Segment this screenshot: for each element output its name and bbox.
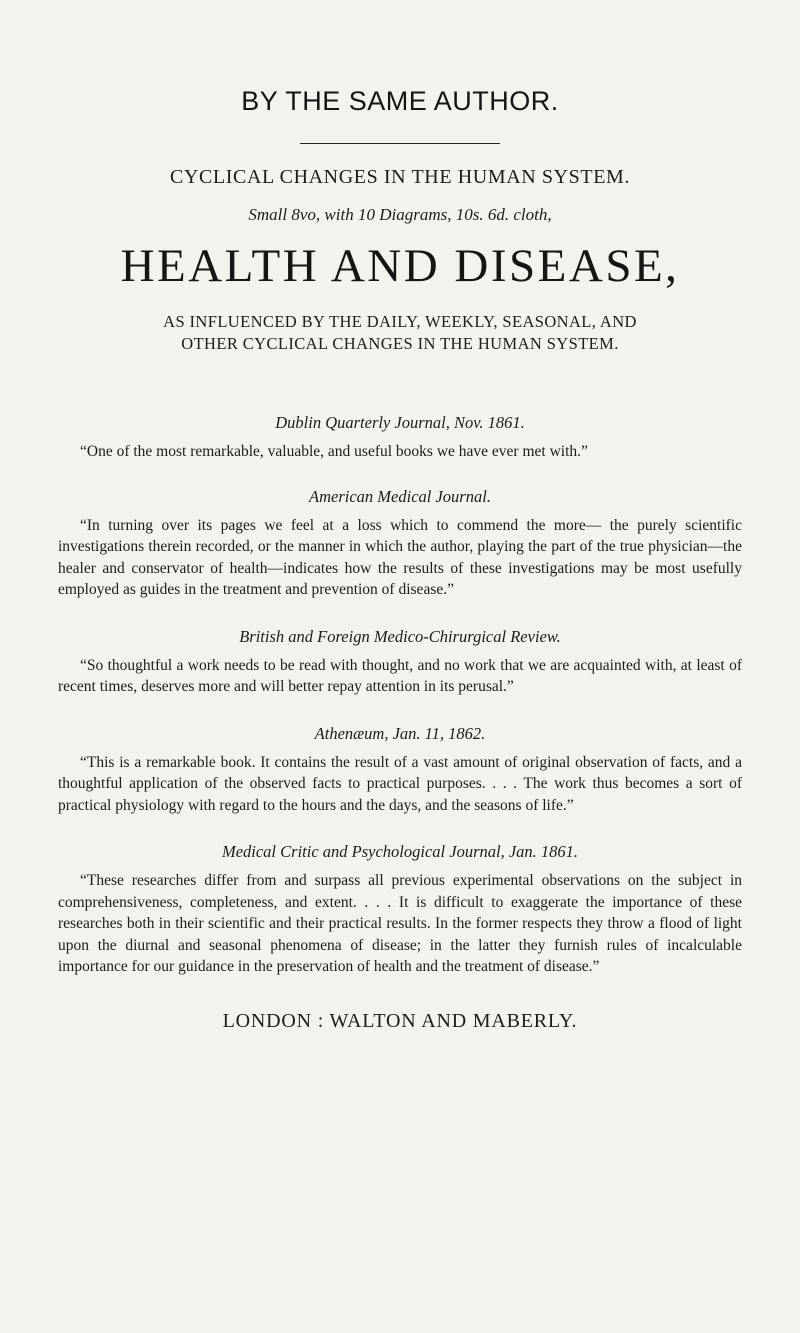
review-source: British and Foreign Medico-Chirurgical Review. bbox=[239, 626, 561, 646]
divider-rule bbox=[300, 143, 500, 144]
book-main-title: HEALTH AND DISEASE, bbox=[120, 240, 680, 292]
review-source: American Medical Journal. bbox=[309, 486, 491, 506]
review-source: Dublin Quarterly Journal, Nov. 1861. bbox=[275, 413, 525, 432]
review-quote: “One of the most remarkable, valuable, and useful books we have ever met with.” bbox=[80, 443, 588, 460]
publisher-imprint: LONDON : WALTON AND MABERLY. bbox=[222, 1009, 578, 1032]
review-quote: “These researches differ from and surpass all previous experimental observations on the subject in comprehensiveness, completeness, and extent. . . . It is difficult to exaggerate the importance of these researches both in their scientific and their practical results. In the former respects they throw a flood of light upon the diurnal and seasonal phenomena of disease; in the latter they furnish rules of incalculable importance for our guidance in the preservation of health and the treatment of disease.” bbox=[58, 872, 742, 975]
review-british-foreign bbox=[58, 627, 742, 698]
earlier-book-title: CYCLICAL CHANGES IN THE HUMAN SYSTEM. bbox=[170, 166, 630, 188]
review-source: Medical Critic and Psychological Journal, Jan. 1861. bbox=[221, 842, 579, 861]
book-subtitle bbox=[58, 311, 742, 355]
review-source: Athenæum, Jan. 11, 1862. bbox=[314, 723, 486, 743]
review-american bbox=[58, 487, 742, 601]
subtitle-line-1: AS INFLUENCED BY THE DAILY, WEEKLY, SEASONAL, AND bbox=[163, 312, 637, 331]
review-quote: “So thoughtful a work needs to be read with thought, and no work that we are acquainted with, at least of recent times, deserves more and will better repay attention in its perusal.” bbox=[58, 656, 742, 695]
review-dublin bbox=[58, 413, 742, 463]
review-quote: “This is a remarkable book. It contains the result of a vast amount of original observation of facts, and a thoughtful application of the observed facts to practical purposes. . . . The work thus becomes a sort of practical physiology with regard to the hours and the days, and the seasons of life.” bbox=[58, 753, 742, 814]
review-medical-critic bbox=[58, 842, 742, 978]
by-author-heading: BY THE SAME AUTHOR. bbox=[241, 86, 559, 116]
subtitle-line-2: OTHER CYCLICAL CHANGES IN THE HUMAN SYSTEM. bbox=[181, 334, 619, 353]
book-format-line: Small 8vo, with 10 Diagrams, 10s. 6d. cloth, bbox=[248, 205, 552, 224]
review-athenaeum bbox=[58, 724, 742, 817]
review-quote: “In turning over its pages we feel at a loss which to commend the more— the purely scientific investigations therein recorded, or the manner in which the author, playing the part of the true physician—the healer and conservator of health—indicates how the results of these investigations may be most usefully employed as guides in the treatment and prevention of disease.” bbox=[58, 516, 742, 598]
